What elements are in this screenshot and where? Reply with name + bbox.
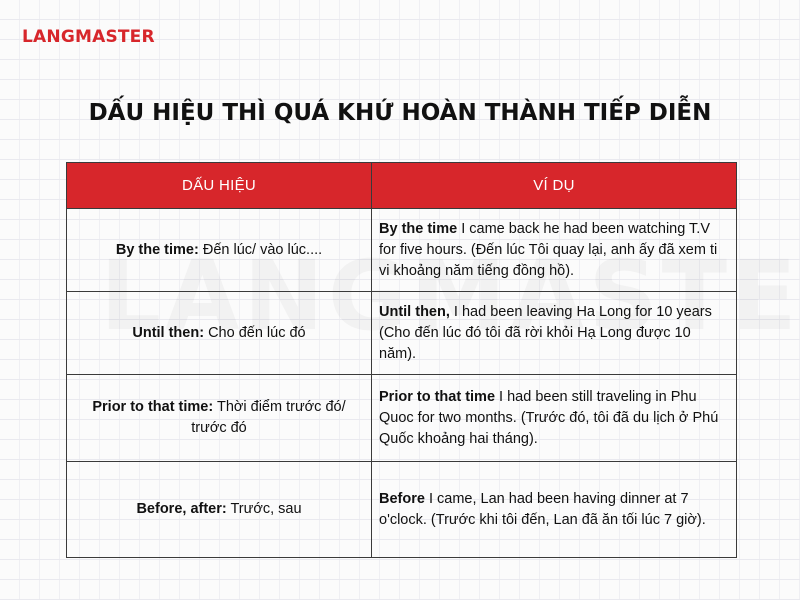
sign-cell (67, 292, 372, 375)
table-header-row (67, 163, 737, 209)
page-title: DẤU HIỆU THÌ QUÁ KHỨ HOÀN THÀNH TIẾP DIỄN (88, 100, 712, 126)
example-text: I came, Lan had been having dinner at 7 o'clock. (Trước khi tôi đến, Lan đã ăn tối lúc 7 giờ). (379, 490, 706, 528)
example-text: I had been leaving Ha Long for 10 years (Cho đến lúc đó tôi đã rời khỏi Hạ Long được 10 năm). (379, 303, 712, 362)
example-cell (372, 209, 737, 292)
example-lead: Until then, (379, 303, 450, 320)
table-row (67, 375, 737, 462)
brand-logo: LANGMASTER (22, 27, 155, 47)
sign-meaning: Đến lúc/ vào lúc.... (198, 241, 323, 258)
example-text: I came back he had been watching T.V for five hours. (Đến lúc Tôi quay lại, anh ấy đã xem ti vi khoảng năm tiếng đồng hồ). (379, 220, 718, 279)
sign-term: Prior to that time: (92, 399, 214, 415)
column-header-examples: VÍ DỤ (372, 163, 737, 209)
table-row (67, 209, 737, 292)
column-header-signs: DẤU HIỆU (67, 163, 372, 209)
sign-cell (67, 375, 372, 462)
table-row (67, 462, 737, 558)
example-cell (372, 292, 737, 375)
sign-meaning: Thời điểm trước đó/ trước đó (191, 399, 346, 436)
example-text: I had been still traveling in Phu Quoc for two months. (Trước đó, tôi đã du lịch ở Phú Quốc khoảng hai tháng). (379, 388, 719, 447)
example-lead: By the time (379, 220, 458, 237)
sign-meaning: Trước, sau (226, 501, 302, 517)
sign-term: Until then: (132, 324, 205, 341)
example-lead: Before (379, 490, 425, 507)
table-row (67, 292, 737, 375)
example-cell (372, 375, 737, 462)
example-cell (372, 462, 737, 558)
sign-meaning: Cho đến lúc đó (204, 324, 306, 341)
sign-term: Before, after: (136, 501, 227, 517)
sign-term: By the time: (115, 241, 199, 258)
sign-cell (67, 462, 372, 558)
example-lead: Prior to that time (379, 388, 496, 405)
sign-cell (67, 209, 372, 292)
signs-table (66, 162, 737, 558)
